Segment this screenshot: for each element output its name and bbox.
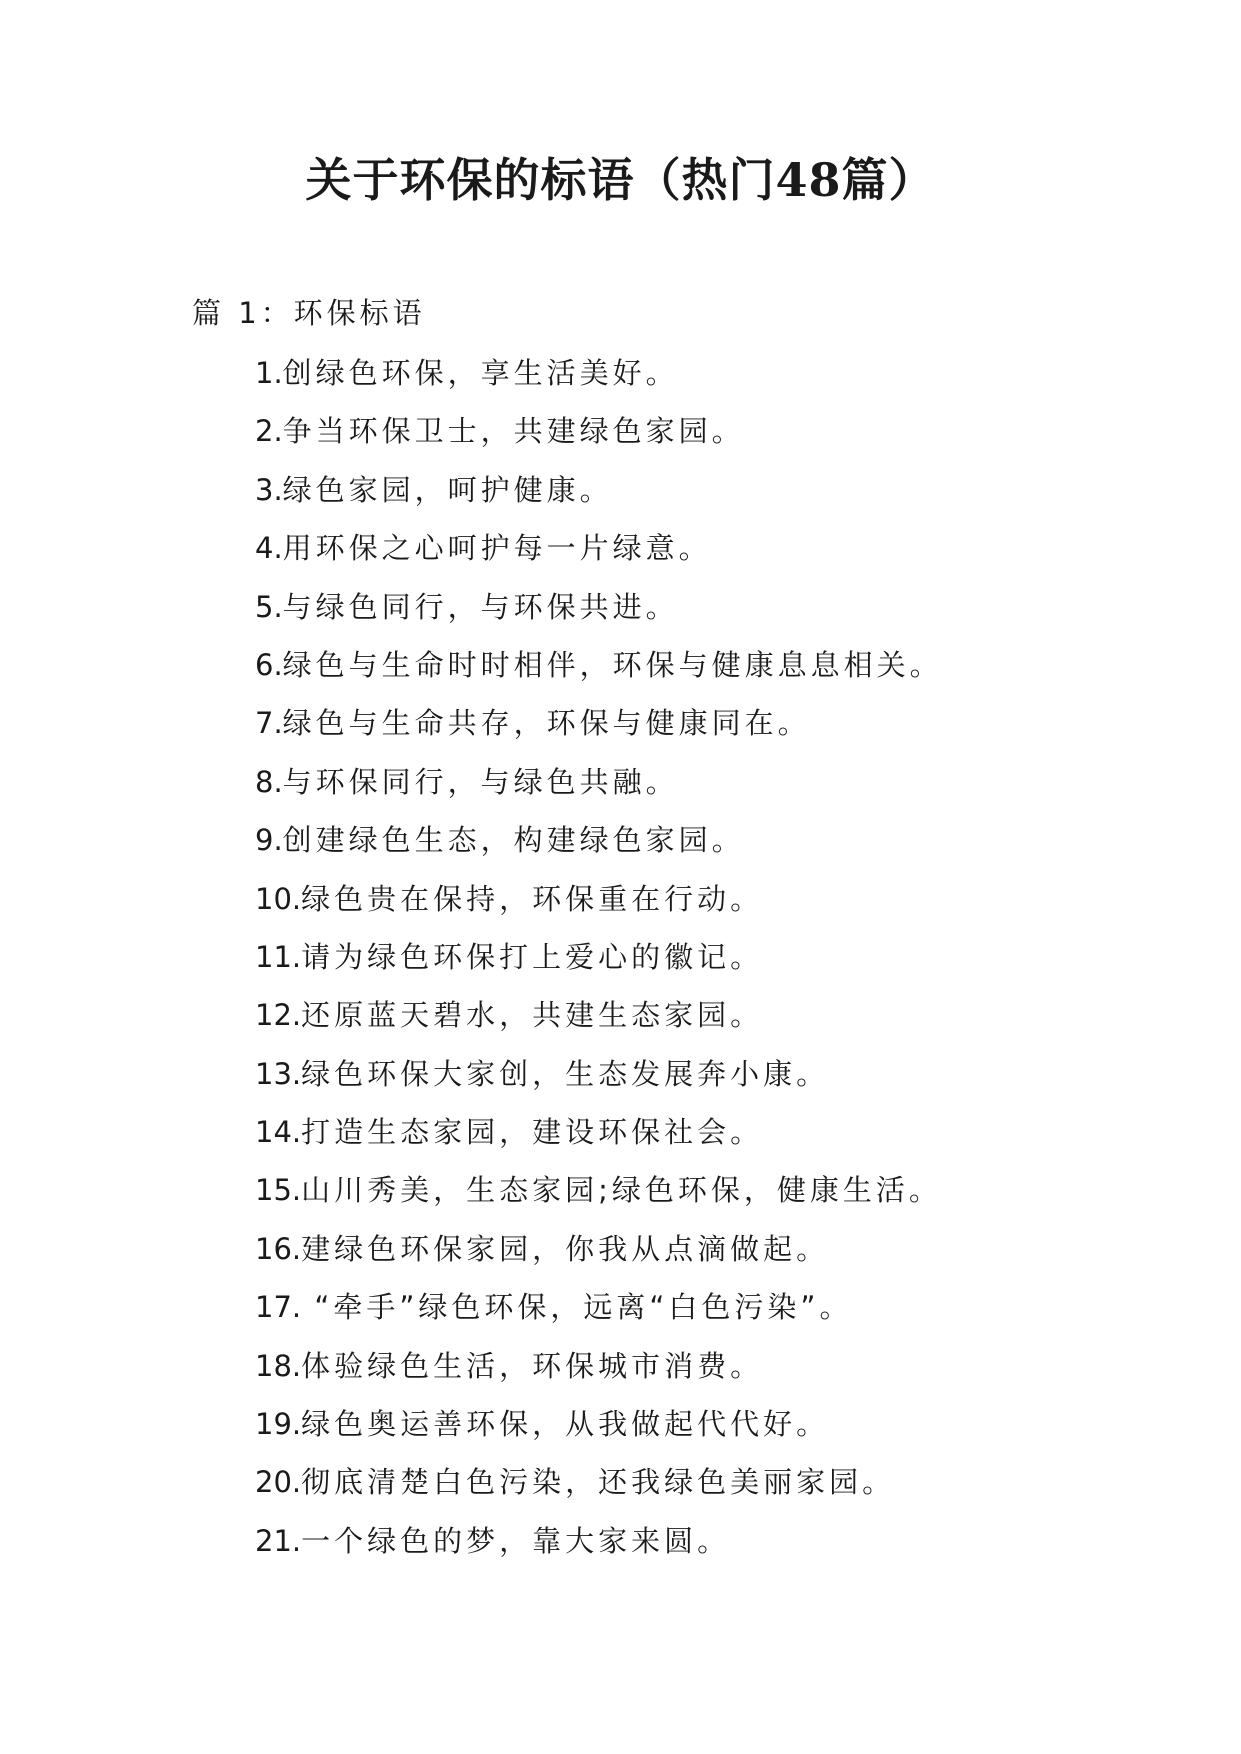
slogan-item xyxy=(255,644,943,702)
slogan-item xyxy=(255,352,943,410)
slogan-text: 绿色与生命共存，环保与健康同在。 xyxy=(282,706,811,741)
slogan-number: 10. xyxy=(255,881,302,916)
slogan-item xyxy=(255,1286,943,1344)
slogan-item xyxy=(255,586,943,644)
slogan-number: 8. xyxy=(255,764,283,799)
document-title: 关于环保的标语（热门48篇） xyxy=(305,153,936,207)
slogan-item xyxy=(255,1461,943,1519)
slogan-item xyxy=(255,819,943,877)
slogan-text: “牵手”绿色环保，远离“白色污染”。 xyxy=(301,1290,853,1325)
slogan-text: 请为绿色环保打上爱心的徽记。 xyxy=(301,939,764,974)
slogan-text: 一个绿色的梦，靠大家来圆。 xyxy=(301,1523,731,1558)
slogan-number: 18. xyxy=(255,1348,302,1383)
slogan-item xyxy=(255,1169,943,1227)
slogan-item xyxy=(255,994,943,1052)
slogan-number: 9. xyxy=(255,823,283,858)
slogan-item xyxy=(255,410,943,468)
slogan-text: 绿色奥运善环保，从我做起代代好。 xyxy=(301,1407,830,1442)
slogan-number: 19. xyxy=(255,1407,302,1442)
section-heading: 篇 1：环保标语 xyxy=(192,296,426,330)
slogan-item xyxy=(255,1053,943,1111)
slogan-item xyxy=(255,936,943,994)
slogan-number: 2. xyxy=(255,414,283,449)
slogan-text: 创建绿色生态，构建绿色家园。 xyxy=(282,823,745,858)
slogan-number: 20. xyxy=(255,1465,302,1500)
slogan-number: 4. xyxy=(255,531,283,566)
slogan-text: 打造生态家园，建设环保社会。 xyxy=(301,1115,764,1150)
slogan-text: 体验绿色生活，环保城市消费。 xyxy=(301,1348,764,1383)
slogan-text: 创绿色环保，享生活美好。 xyxy=(282,356,679,390)
slogan-number: 11. xyxy=(255,939,302,974)
slogan-text: 绿色家园，呵护健康。 xyxy=(282,472,613,507)
slogan-number: 7. xyxy=(255,706,283,741)
slogan-list xyxy=(255,352,943,1578)
slogan-item xyxy=(255,702,943,760)
slogan-text: 用环保之心呵护每一片绿意。 xyxy=(282,531,712,566)
slogan-number: 6. xyxy=(255,647,283,682)
slogan-text: 与环保同行，与绿色共融。 xyxy=(282,764,679,799)
slogan-item xyxy=(255,527,943,585)
slogan-item xyxy=(255,761,943,819)
slogan-text: 彻底清楚白色污染，还我绿色美丽家园。 xyxy=(301,1465,896,1500)
slogan-text: 山川秀美，生态家园;绿色环保，健康生活。 xyxy=(301,1173,942,1208)
slogan-text: 建绿色环保家园，你我从点滴做起。 xyxy=(301,1231,830,1266)
slogan-item xyxy=(255,1520,943,1578)
slogan-text: 与绿色同行，与环保共进。 xyxy=(282,589,679,624)
slogan-number: 14. xyxy=(255,1115,302,1150)
slogan-item xyxy=(255,1345,943,1403)
slogan-number: 1. xyxy=(255,356,283,390)
slogan-number: 3. xyxy=(255,472,283,507)
slogan-number: 16. xyxy=(255,1231,302,1266)
slogan-item xyxy=(255,469,943,527)
slogan-text: 绿色与生命时时相伴，环保与健康息息相关。 xyxy=(282,647,943,682)
slogan-item xyxy=(255,1228,943,1286)
slogan-number: 15. xyxy=(255,1173,302,1208)
slogan-number: 13. xyxy=(255,1056,302,1091)
slogan-number: 21. xyxy=(255,1523,302,1558)
slogan-number: 17. xyxy=(255,1290,302,1325)
slogan-text: 还原蓝天碧水，共建生态家园。 xyxy=(301,998,764,1033)
slogan-number: 12. xyxy=(255,998,302,1033)
slogan-text: 争当环保卫士，共建绿色家园。 xyxy=(282,414,745,449)
slogan-text: 绿色贵在保持，环保重在行动。 xyxy=(301,881,764,916)
slogan-item xyxy=(255,878,943,936)
slogan-number: 5. xyxy=(255,589,283,624)
slogan-item xyxy=(255,1111,943,1169)
slogan-item xyxy=(255,1403,943,1461)
slogan-text: 绿色环保大家创，生态发展奔小康。 xyxy=(301,1056,830,1091)
